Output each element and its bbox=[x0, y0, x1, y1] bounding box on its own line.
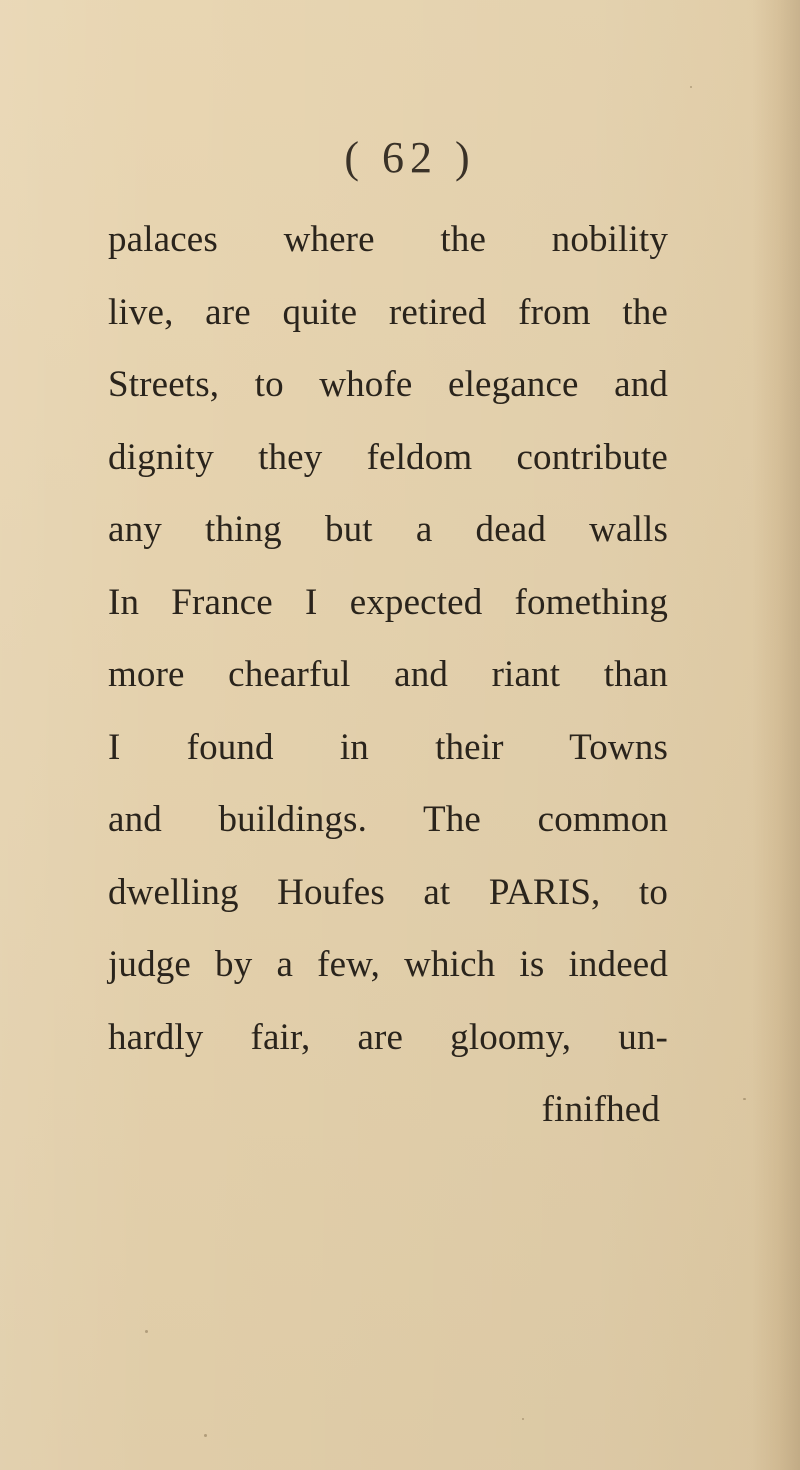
text-line: palaces where the nobility bbox=[108, 219, 668, 260]
page-edge-shadow bbox=[752, 0, 800, 1470]
catchword-line: finifhed bbox=[541, 1089, 660, 1130]
text-line: In France I expected fomething bbox=[108, 581, 668, 623]
page-number: ( 62 ) bbox=[344, 133, 476, 182]
paper-speck bbox=[522, 1418, 524, 1420]
text-line: dignity they feldom contribute bbox=[108, 436, 668, 478]
text-line: I found in their Towns bbox=[108, 726, 668, 768]
text-line: Streets, to whofe elegance and bbox=[108, 364, 668, 405]
paper-speck bbox=[145, 1330, 148, 1333]
paper-speck bbox=[690, 86, 692, 88]
paper-speck bbox=[743, 1098, 746, 1100]
text-line: live, are quite retired from the bbox=[108, 291, 668, 333]
text-line: dwelling Houfes at PARIS, to bbox=[108, 871, 668, 913]
text-line: any thing but a dead walls bbox=[108, 509, 668, 550]
text-line: hardly fair, are gloomy, un- bbox=[108, 1016, 668, 1058]
text-line: judge by a few, which is indeed bbox=[108, 944, 668, 985]
text-line: more chearful and riant than bbox=[108, 654, 668, 695]
paper-speck bbox=[204, 1434, 207, 1437]
body-text bbox=[108, 204, 668, 1147]
text-line: and buildings. The common bbox=[108, 799, 668, 840]
